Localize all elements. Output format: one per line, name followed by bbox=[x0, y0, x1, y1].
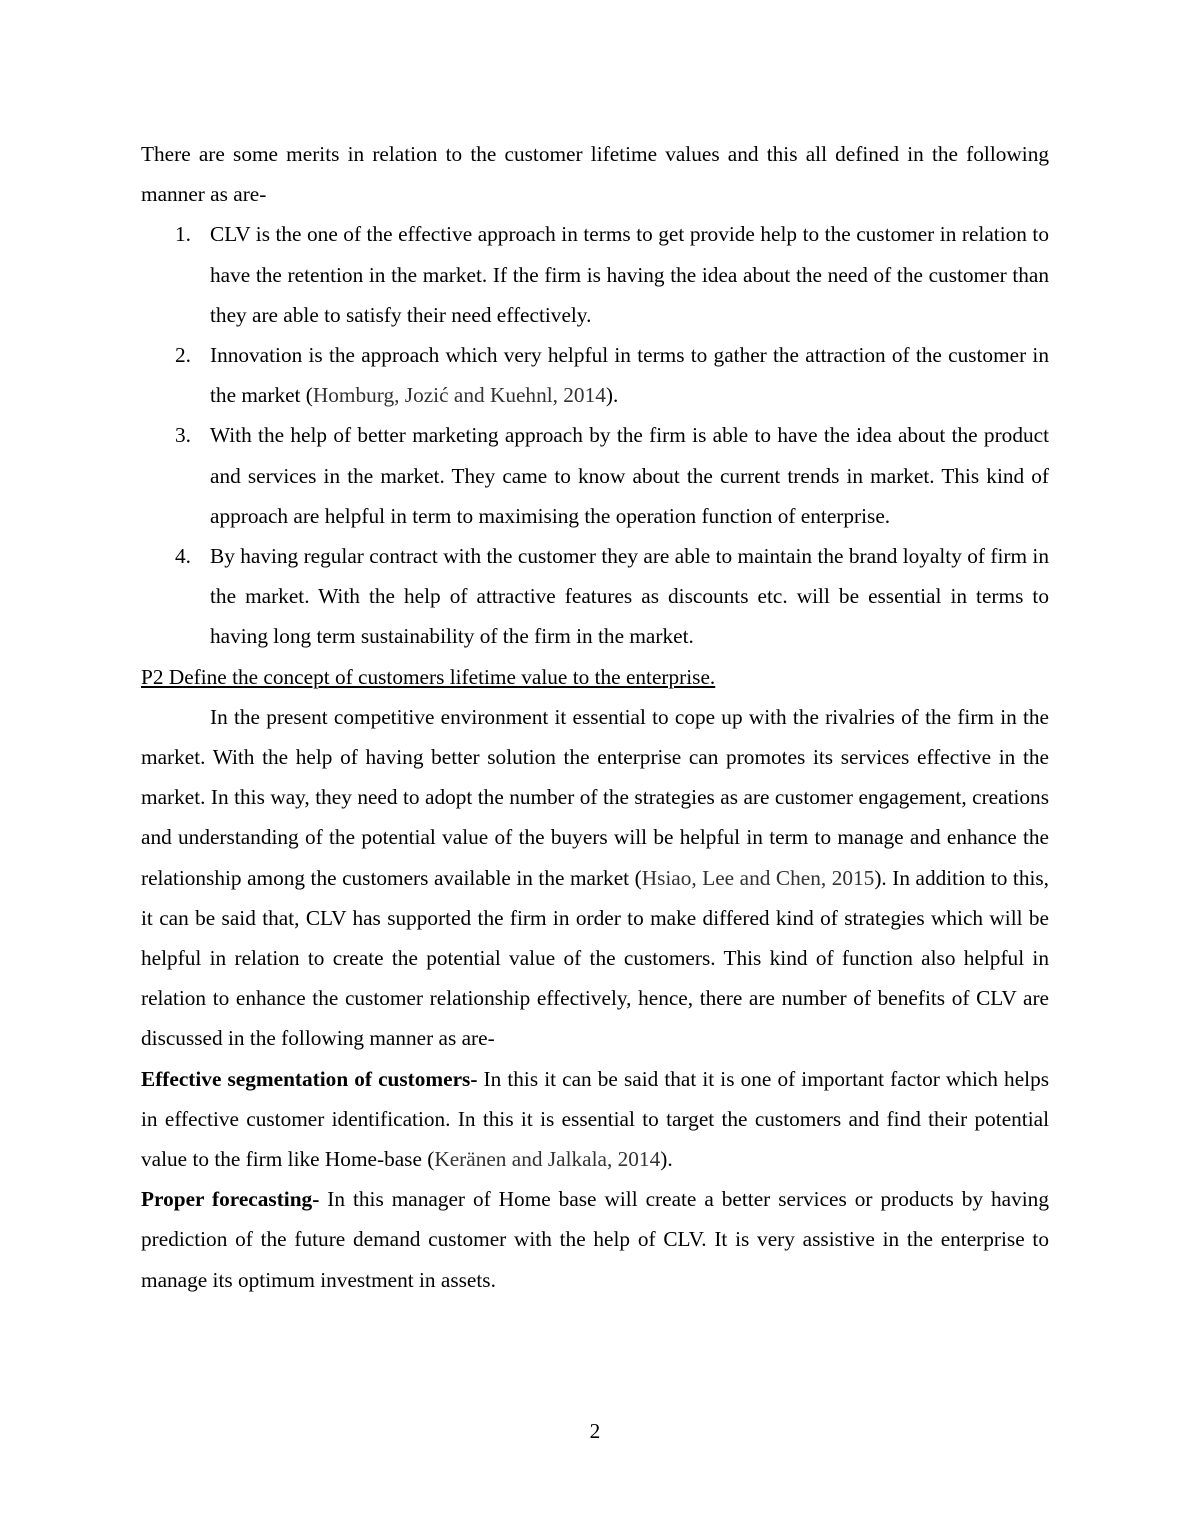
page-number: 2 bbox=[589, 1419, 601, 1443]
list-item bbox=[141, 415, 1049, 536]
body-text-end: ). In addition to this, it can be said that, CLV has supported the firm in order to make differed kind of strategies which will be helpful in relation to create the potential value of the customers. This kind of function also helpful in relation to enhance the customer relationship effectively, hence, there are number of benefits of CLV are discussed in the following manner as are- bbox=[141, 865, 1049, 1051]
list-item-number: 1. bbox=[175, 222, 191, 247]
list-item-text: By having regular contract with the customer they are able to maintain the brand loyalty of firm in the market. With the help of attractive features as discounts etc. will be essential in terms to having long term sustainability of the firm in the market. bbox=[210, 544, 1049, 649]
list-item-number: 4. bbox=[175, 544, 191, 569]
list-item-text: Innovation is the approach which very helpful in terms to gather the attraction of the customer in the market ( bbox=[210, 343, 1049, 408]
citation: Homburg, Jozić and Kuehnl, 2014 bbox=[312, 383, 606, 408]
forecasting-paragraph bbox=[141, 1179, 1049, 1300]
intro-paragraph: There are some merits in relation to the customer lifetime values and this all defined in the following manner as are- bbox=[141, 142, 1049, 207]
segmentation-text-end: ). bbox=[660, 1147, 673, 1172]
list-item-number: 2. bbox=[175, 343, 191, 368]
segmentation-paragraph bbox=[141, 1059, 1049, 1180]
list-item-text: CLV is the one of the effective approach in terms to get provide help to the customer in relation to have the retention in the market. If the firm is having the idea about the need of the customer than they are able to satisfy their need effectively. bbox=[210, 222, 1049, 327]
list-item-number: 3. bbox=[175, 423, 191, 448]
body-text: In the present competitive environment it essential to cope up with the rivalries of the firm in the market. With the help of having better solution the enterprise can promotes its services effective in the market. In this way, they need to adopt the number of the strategies as are customer engagement, creations and understanding of the potential value of the buyers will be helpful in term to manage and enhance the relationship among the customers available in the market ( bbox=[141, 704, 1049, 890]
forecasting-text: In this manager of Home base will create a better services or products by having prediction of the future demand customer with the help of CLV. It is very assistive in the enterprise to manage its optimum investment in assets. bbox=[141, 1187, 1049, 1292]
list-item-text: With the help of better marketing approach by the firm is able to have the idea about the product and services in the market. They came to know about the current trends in market. This kind of approach are helpful in term to maximising the operation function of enterprise. bbox=[210, 423, 1049, 528]
list-item-text-end: ). bbox=[605, 383, 619, 408]
list-item bbox=[141, 536, 1049, 657]
document-page bbox=[141, 134, 1049, 1300]
segmentation-text: In this it can be said that it is one of important factor which helps in effective customer identification. In this it is essential to target the customers and find their potential value to the firm like Home-base ( bbox=[141, 1066, 1050, 1172]
merits-list bbox=[141, 214, 1049, 656]
citation: Hsiao, Lee and Chen, 2015 bbox=[641, 865, 875, 890]
section-heading: P2 Define the concept of customers lifetime value to the enterprise. bbox=[141, 664, 716, 689]
body-paragraph bbox=[141, 697, 1049, 1059]
segmentation-title: Effective segmentation of customers- bbox=[141, 1066, 478, 1091]
list-item bbox=[141, 335, 1049, 415]
forecasting-title: Proper forecasting- bbox=[141, 1187, 320, 1212]
list-item bbox=[141, 214, 1049, 335]
citation: Keränen and Jalkala, 2014 bbox=[434, 1147, 661, 1172]
